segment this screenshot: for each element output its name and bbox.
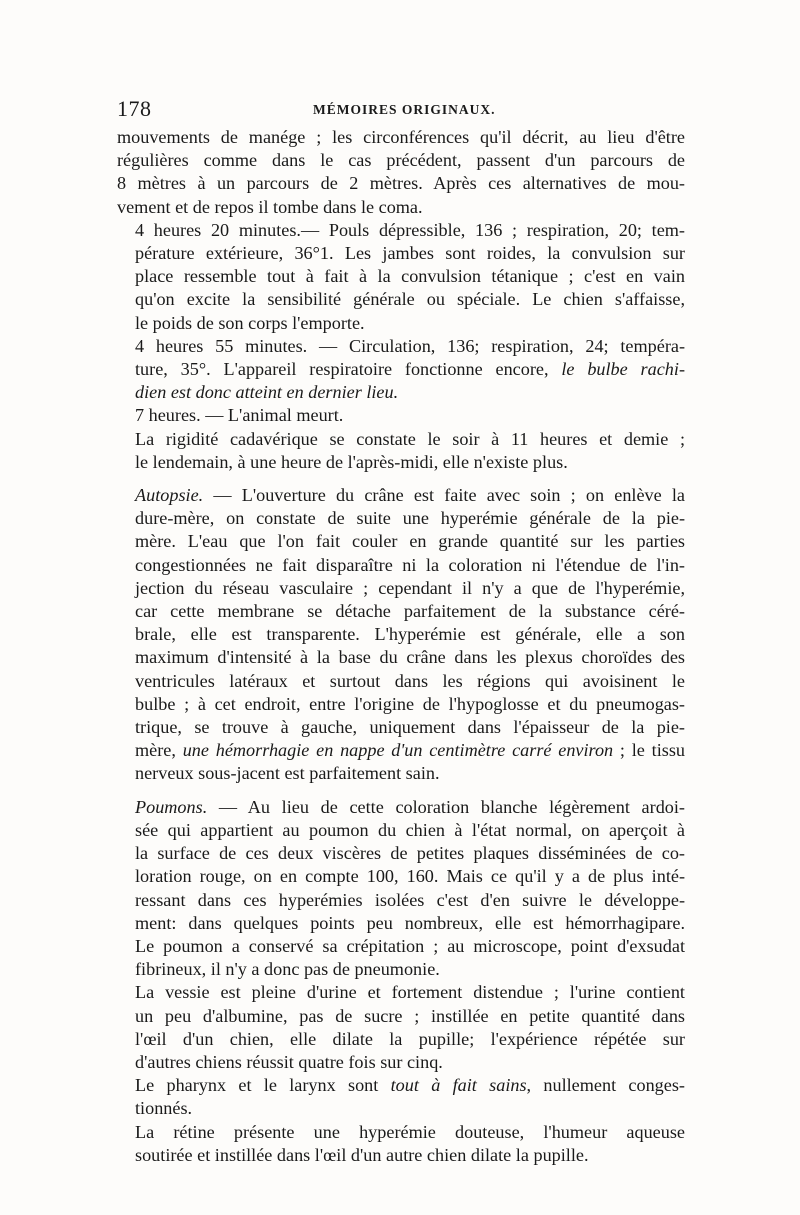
text-line bbox=[117, 358, 685, 381]
text-line bbox=[117, 739, 685, 762]
text-line: sée qui appartient au poumon du chien à l'état normal, on aperçoit à bbox=[135, 819, 685, 840]
italic-run: une hémorrhagie en nappe d'un centimètre carré environ bbox=[182, 740, 614, 761]
text-line: trique, se trouve à gauche, uniquement dans l'épaisseur de la pie- bbox=[135, 717, 685, 738]
text-line: maximum d'intensité à la base du crâne dans les plexus choroïdes des bbox=[135, 647, 685, 668]
text-line: pérature extérieure, 36°1. Les jambes sont roides, la convulsion sur bbox=[135, 243, 685, 264]
text-run: ; le tissu bbox=[613, 740, 685, 761]
text-run: , nullement conges- bbox=[526, 1075, 685, 1096]
text-line: 4 heures 55 minutes. — Circulation, 136; respiration, 24; tempéra- bbox=[135, 335, 685, 356]
text-line: 8 mètres à un parcours de 2 mètres. Après ces alternatives de mou- bbox=[117, 173, 685, 194]
paragraph-4 bbox=[117, 404, 685, 427]
text-line: ment: dans quelques points peu nombreux, elle est hémorrhagipare. bbox=[135, 912, 685, 933]
text-run: — Au lieu de cette coloration blanche légèrement ardoi- bbox=[207, 796, 685, 817]
paragraph-5 bbox=[117, 428, 685, 474]
section-heading: Autopsie. bbox=[135, 485, 204, 506]
text-run: — L'ouverture du crâne est faite avec soin ; on enlève la bbox=[203, 485, 685, 506]
text-line: qu'on excite la sensibilité générale ou spéciale. Le chien s'affaisse, bbox=[135, 289, 685, 310]
text-line: le lendemain, à une heure de l'après-midi, elle n'existe plus. bbox=[135, 451, 568, 472]
text-line: loration rouge, on en compte 100, 160. Mais ce qu'il y a de plus inté- bbox=[135, 866, 685, 887]
text-line bbox=[117, 796, 685, 819]
italic-run: tout à fait sains bbox=[390, 1075, 527, 1096]
text-run: ture, 35°. L'appareil respiratoire fonctionne encore, bbox=[135, 359, 549, 380]
text-line: le poids de son corps l'emporte. bbox=[135, 312, 365, 333]
paragraph-1 bbox=[117, 126, 685, 219]
text-run: Le pharynx et le larynx sont bbox=[135, 1075, 391, 1096]
paragraph-retine bbox=[117, 1121, 685, 1167]
text-line: nerveux sous-jacent est parfaitement sain. bbox=[135, 763, 440, 784]
paragraph-pharynx bbox=[117, 1074, 685, 1120]
text-line bbox=[117, 381, 685, 404]
text-line bbox=[117, 1074, 685, 1097]
text-line: mouvements de manége ; les circonférences qu'il décrit, au lieu d'être bbox=[117, 127, 685, 147]
text-line: brale, elle est transparente. L'hyperémie est générale, elle a son bbox=[135, 624, 685, 645]
text-line: La rigidité cadavérique se constate le soir à 11 heures et demie ; bbox=[135, 428, 685, 449]
text-line: La vessie est pleine d'urine et fortement distendue ; l'urine contient bbox=[135, 982, 685, 1003]
text-line: car cette membrane se détache parfaitement de la substance céré- bbox=[135, 601, 685, 622]
text-line: 7 heures. — L'animal meurt. bbox=[135, 405, 344, 426]
text-line: fibrineux, il n'y a donc pas de pneumonie. bbox=[135, 959, 440, 980]
text-line bbox=[117, 484, 685, 507]
text-line: La rétine présente une hyperémie douteuse, l'humeur aqueuse bbox=[135, 1121, 685, 1142]
italic-run: dien est donc atteint en dernier lieu. bbox=[135, 382, 399, 403]
text-line: 4 heures 20 minutes.— Pouls dépressible, 136 ; respiration, 20; tem- bbox=[135, 219, 685, 240]
text-line: ressant dans ces hyperémies isolées c'est d'en suivre le développe- bbox=[135, 889, 685, 910]
text-line: tionnés. bbox=[135, 1098, 193, 1119]
body-text bbox=[117, 126, 685, 1167]
page-number: 178 bbox=[117, 96, 152, 121]
text-line: vement et de repos il tombe dans le coma. bbox=[117, 196, 423, 217]
paragraph-poumons bbox=[117, 796, 685, 982]
text-line: dure-mère, on constate de suite une hyperémie générale de la pie- bbox=[135, 508, 685, 529]
paragraph-vessie bbox=[117, 981, 685, 1074]
text-line: congestionnées ne fait disparaître ni la coloration ni l'étendue de l'in- bbox=[135, 554, 685, 575]
text-line: Le poumon a conservé sa crépitation ; au microscope, point d'exsudat bbox=[135, 935, 685, 956]
text-run: mère, bbox=[135, 740, 176, 761]
running-head bbox=[117, 96, 687, 126]
text-line: place ressemble tout à fait à la convulsion tétanique ; c'est en vain bbox=[135, 266, 685, 287]
text-line: jection du réseau vasculaire ; cependant il n'y a que de l'hyperémie, bbox=[135, 577, 685, 598]
text-line: un peu d'albumine, pas de sucre ; instillée en petite quantité dans bbox=[135, 1005, 685, 1026]
paragraph-3 bbox=[117, 335, 685, 405]
text-line: la surface de ces deux viscères de petites plaques disséminées de co- bbox=[135, 843, 685, 864]
text-line: mère. L'eau que l'on fait couler en grande quantité sur les parties bbox=[135, 531, 685, 552]
text-line: ventricules latéraux et surtout dans les régions qui avoisinent le bbox=[135, 670, 685, 691]
text-line: soutirée et instillée dans l'œil d'un autre chien dilate la pupille. bbox=[135, 1144, 589, 1165]
italic-run: le bulbe rachi- bbox=[561, 359, 685, 380]
text-line: régulières comme dans le cas précédent, passent d'un parcours de bbox=[117, 150, 685, 171]
text-line: l'œil d'un chien, elle dilate la pupille; l'expérience répétée sur bbox=[135, 1028, 685, 1049]
paragraph-autopsie bbox=[117, 484, 685, 786]
paragraph-2 bbox=[117, 219, 685, 335]
text-line: bulbe ; à cet endroit, entre l'origine de l'hypoglosse et du pneumogas- bbox=[135, 693, 685, 714]
text-line: d'autres chiens réussit quatre fois sur cinq. bbox=[135, 1051, 443, 1072]
section-heading: Poumons. bbox=[135, 796, 208, 817]
running-title: MÉMOIRES ORIGINAUX. bbox=[313, 102, 496, 117]
